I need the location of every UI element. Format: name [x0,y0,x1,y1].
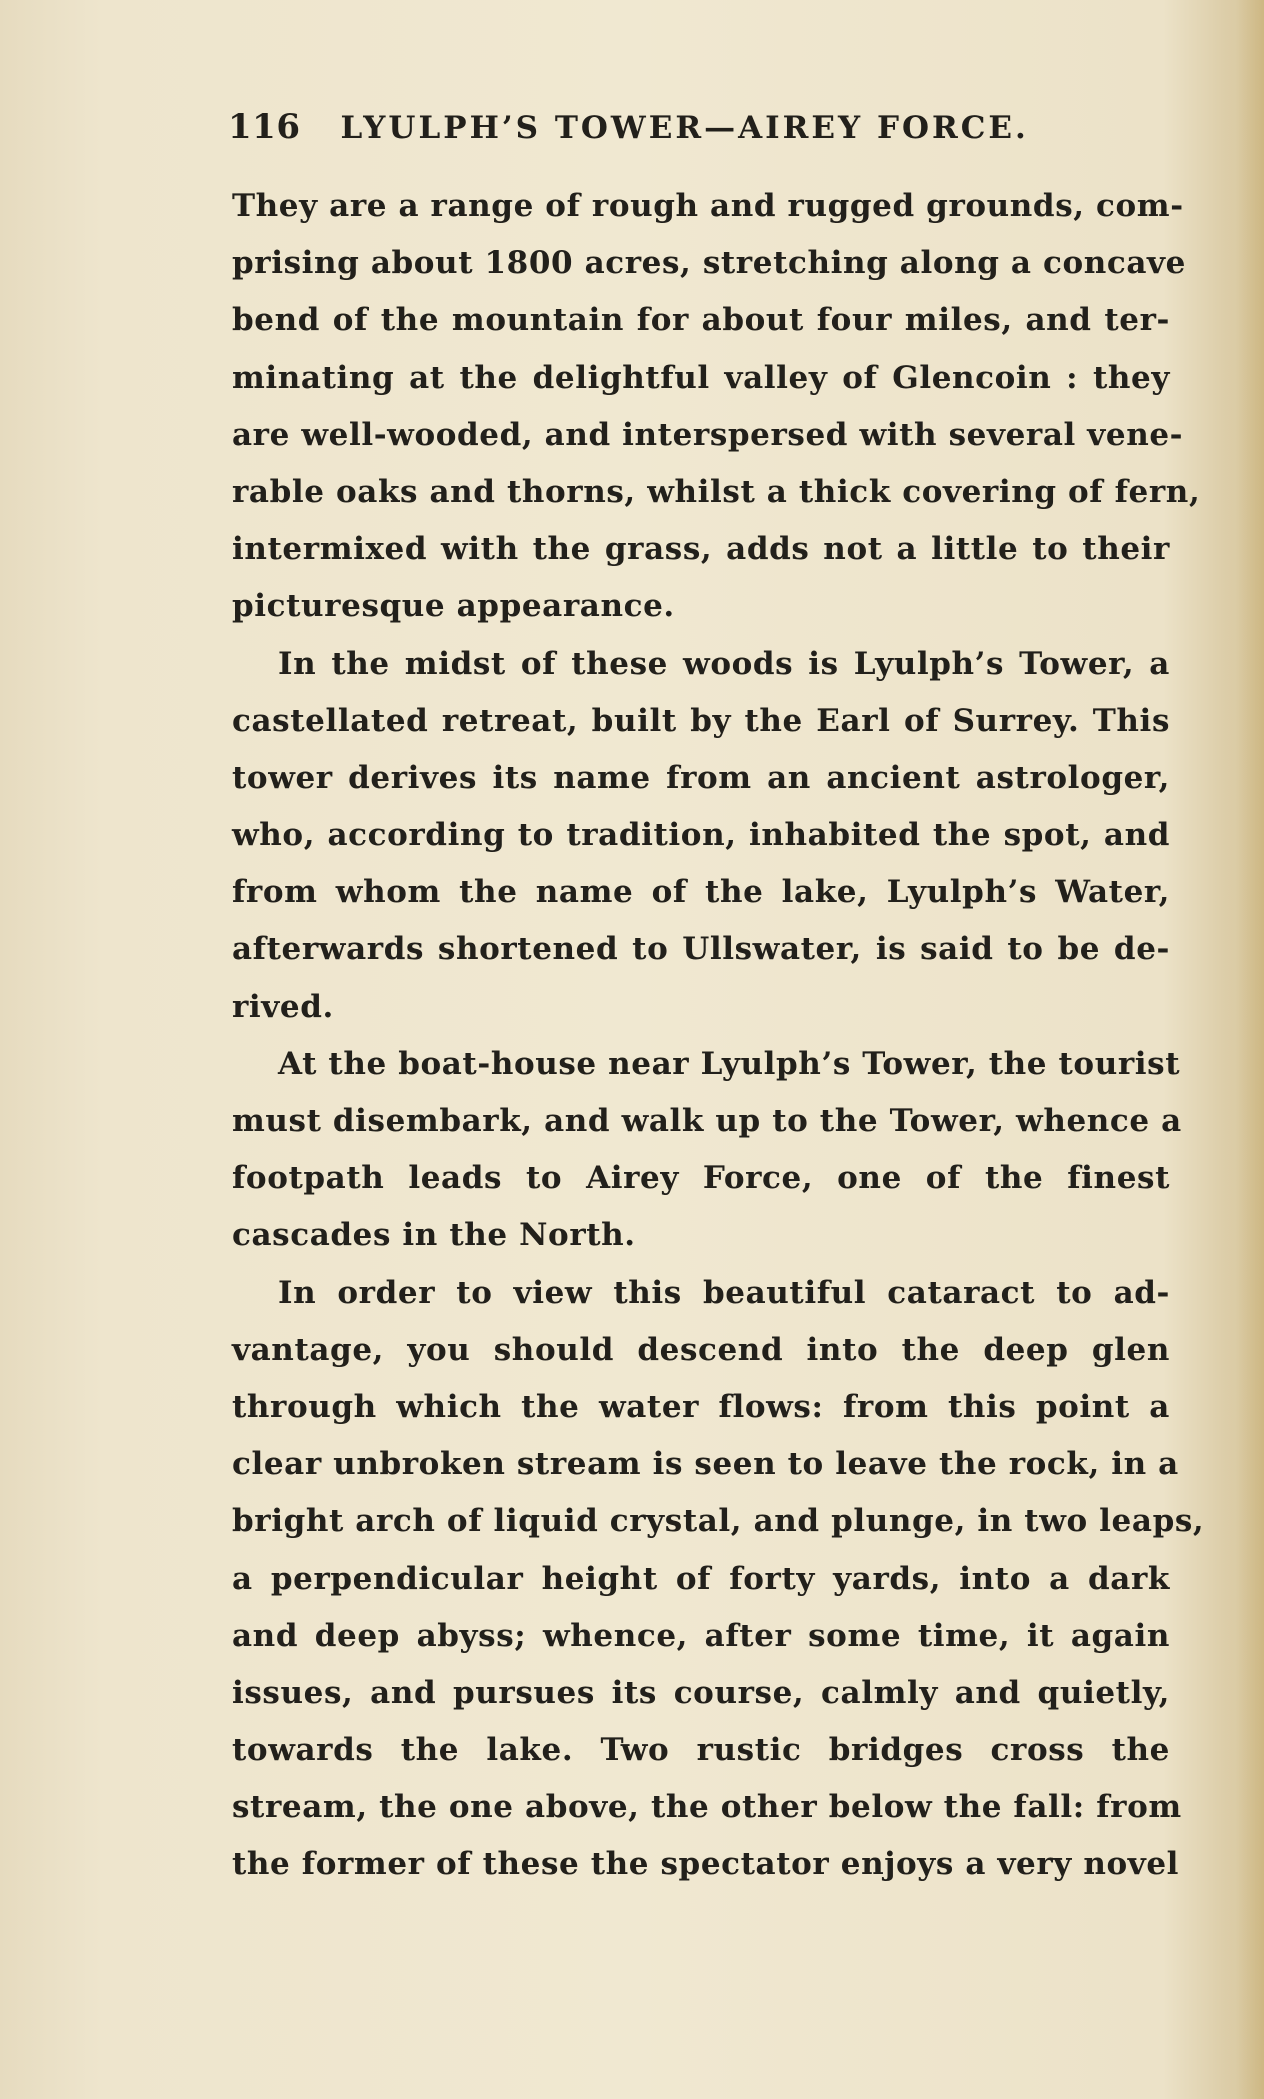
running-title: LYULPH’S TOWER—AIREY FORCE. [340,110,1029,146]
text-line: castellated retreat, built by the Earl of Surrey. This [232,702,1170,739]
text-line: footpath leads to Airey Force, one of the finest [232,1160,1170,1197]
text-line: picturesque appearance. [232,588,675,625]
text-line: In order to view this beautiful cataract to ad- [278,1274,1170,1311]
text-line: afterwards shortened to Ullswater, is said to be de- [232,931,1170,968]
text-line: the former of these the spectator enjoys a very novel [232,1846,1180,1883]
text-line: rable oaks and thorns, whilst a thick covering of fern, [232,473,1201,510]
text-line: clear unbroken stream is seen to leave the rock, in a [232,1446,1179,1483]
text-line: minating at the delightful valley of Glencoin : they [232,359,1170,396]
text-line: and deep abyss; whence, after some time, it again [232,1617,1170,1654]
text-line: vantage, you should descend into the deep glen [232,1331,1170,1368]
text-line: through which the water flows: from this point a [232,1388,1170,1425]
text-line: towards the lake. Two rustic bridges cross the [232,1732,1170,1769]
text-line: who, according to tradition, inhabited the spot, and [232,817,1170,854]
text-line: At the boat-house near Lyulph’s Tower, the tourist [278,1045,1181,1082]
text-line: a perpendicular height of forty yards, into a dark [232,1560,1170,1597]
text-line: In the midst of these woods is Lyulph’s Tower, a [278,645,1170,682]
text-line: are well-wooded, and interspersed with several vene- [232,416,1184,453]
text-line: issues, and pursues its course, calmly and quietly, [232,1674,1170,1711]
page-body-text [232,178,1205,1894]
text-line: tower derives its name from an ancient astrologer, [232,759,1170,796]
text-line: bright arch of liquid crystal, and plunge, in two leaps, [232,1503,1205,1540]
page-edge-shadow [1236,0,1264,2099]
text-line: stream, the one above, the other below the fall: from [232,1789,1182,1826]
text-line: intermixed with the grass, adds not a little to their [232,531,1170,568]
text-line: bend of the mountain for about four miles, and ter- [232,302,1170,339]
text-line: prising about 1800 acres, stretching along a concave [232,245,1186,282]
text-line: from whom the name of the lake, Lyulph’s Water, [232,874,1170,911]
text-line: cascades in the North. [232,1217,636,1254]
text-line: rived. [232,988,334,1025]
running-header [228,102,1058,153]
text-line: They are a range of rough and rugged grounds, com- [232,188,1184,224]
page-number: 116 [228,107,301,147]
text-line: must disembark, and walk up to the Tower, whence a [232,1103,1182,1139]
